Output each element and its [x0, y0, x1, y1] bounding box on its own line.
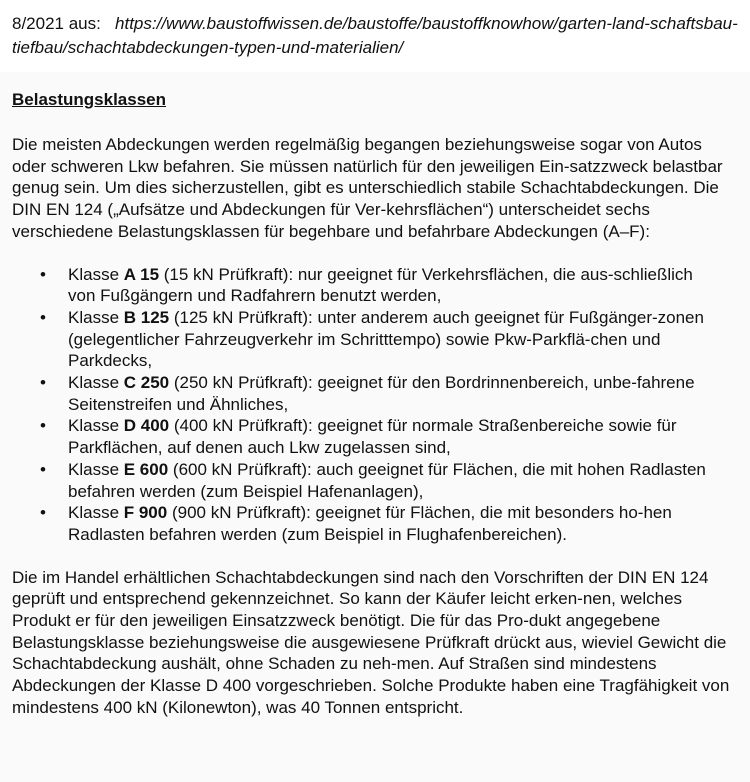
- list-item: [12, 415, 738, 458]
- source-prefix: 8/2021 aus:: [12, 14, 101, 33]
- class-description: (250 kN Prüfkraft): geeignet für den Bordrinnenbereich, unbe-fahrene Seitenstreifen und Ähnliches,: [68, 373, 695, 414]
- class-prefix: Klasse: [68, 373, 124, 393]
- class-name: C 250: [123, 373, 170, 393]
- list-item: [12, 372, 738, 415]
- class-prefix: Klasse: [68, 307, 124, 327]
- list-item: [12, 502, 738, 545]
- class-prefix: Klasse: [68, 416, 124, 436]
- class-prefix: Klasse: [68, 264, 124, 284]
- source-header: [0, 0, 750, 72]
- bullet-icon: •: [40, 459, 46, 479]
- document-body: [0, 72, 750, 782]
- bullet-icon: •: [40, 307, 46, 327]
- class-description: (125 kN Prüfkraft): unter anderem auch geeignet für Fußgänger-zonen (gelegentlicher Fahrzeugverkehr im Schritttempo) sowie Pkw-Parkflä-chen und Parkdecks,: [68, 307, 704, 371]
- class-description: (900 kN Prüfkraft): geeignet für Flächen, die mit besonders ho-hen Radlasten befahren werden (zum Beispiel in Flughafenbereichen).: [68, 503, 672, 544]
- class-prefix: Klasse: [68, 459, 124, 479]
- bullet-icon: •: [40, 264, 46, 284]
- class-name: B 125: [123, 307, 170, 327]
- closing-paragraph: Die im Handel erhältlichen Schachtabdeckungen sind nach den Vorschriften der DIN EN 124 geprüft und entsprechend gekennzeichnet. So kann der Käufer leicht erken-nen, welches Produkt er für den jeweiligen Einsatzzweck benötigt. Die für das Pro-dukt angegebene Belastungsklasse beziehungsweise die ausgewiesene Prüfkraft drückt aus, wieviel Gewicht die Schachtabdeckung aushält, ohne Schaden zu neh-men. Auf Straßen sind mindestens Abdeckungen der Klasse D 400 vorgeschrieben. Solche Produkte haben eine Tragfähigkeit von mindestens 400 kN (Kilonewton), was 40 Tonnen entspricht.: [12, 567, 730, 717]
- bullet-icon: •: [40, 416, 46, 436]
- list-item: [12, 307, 738, 372]
- class-description: (600 kN Prüfkraft): auch geeignet für Flächen, die mit hohen Radlasten befahren werden (zum Beispiel Hafenanlagen),: [68, 459, 706, 501]
- class-name: F 900: [123, 503, 168, 523]
- class-prefix: Klasse: [68, 503, 124, 523]
- load-class-list: [12, 264, 738, 546]
- source-line: [12, 12, 738, 60]
- bullet-icon: •: [40, 373, 46, 393]
- class-name: E 600: [123, 459, 169, 479]
- source-url[interactable]: https://www.baustoffwissen.de/baustoffe/baustoffknowhow/garten-land-schaftsbau-tiefbau/schachtabdeckungen-typen-und-materialien/: [12, 14, 738, 57]
- section-heading: Belastungsklassen: [12, 90, 167, 109]
- class-description: (400 kN Prüfkraft): geeignet für normale Straßenbereiche sowie für Parkflächen, auf denen auch Lkw zugelassen sind,: [68, 416, 677, 458]
- intro-paragraph: Die meisten Abdeckungen werden regelmäßig begangen beziehungsweise sogar von Autos oder schweren Lkw befahren. Sie müssen natürlich für den jeweiligen Ein-satzzweck belastbar genug sein. Um dies sicherzustellen, gibt es unterschiedlich stabile Schachtabdeckungen. Die DIN EN 124 („Aufsätze und Abdeckungen für Ver-kehrsflächen“) unterscheidet sechs verschiedene Belastungsklassen für begehbare und befahrbare Abdeckungen (A–F):: [12, 135, 723, 241]
- class-name: D 400: [123, 416, 170, 436]
- list-item: [12, 264, 738, 307]
- class-name: A 15: [123, 264, 160, 284]
- class-description: (15 kN Prüfkraft): nur geeignet für Verkehrsflächen, die aus-schließlich von Fußgängern und Radfahrern benutzt werden,: [68, 264, 693, 306]
- bullet-icon: •: [40, 503, 46, 523]
- list-item: [12, 459, 738, 502]
